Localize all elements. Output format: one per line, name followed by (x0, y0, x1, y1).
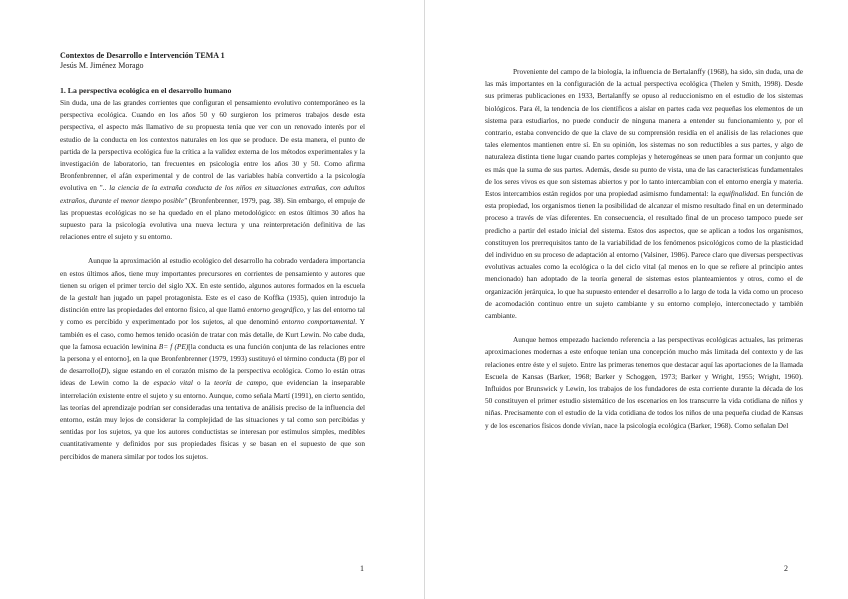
page-number: 2 (784, 564, 788, 573)
paragraph: Sin duda, una de las grandes corrientes que configuran el pensamiento evolutivo contemporáneo es la perspectiva ecológica. Cuando en los años 50 y 60 surgieron los primeros trabajos desde esta perspectiva, el aspecto más llamativo de su propuesta tenía que ver con un renovado interés por el estudio de la conducta en los contextos naturales en los que se produce. De esta manera, el punto de partida de la perspectiva ecológica fue la crítica a la validez externa de los métodos experimentales y la investigación de laboratorio, tan frecuentes en psicología entre los años 30 y 50. Como afirma Bronfenbrenner, el afán experimental y de control de las variables había convertido a la psicología evolutiva en ".. la ciencia de la extraña conducta de los niños en situaciones extrañas, con adultos extraños, durante el menor tiempo posible" (Bronfenbrenner, 1979, pag. 38). Sin embargo, el empuje de las propuestas ecológicas no se ha quedado en el plano metodológico: en estos últimos 30 años ha supuesto para la psicología evolutiva una nueva lectura y una reinterpretación definitiva de las relaciones entre el sujeto y su entorno. (60, 98, 365, 242)
page-2-body (485, 66, 803, 432)
document-author: Jesús M. Jiménez Morago (60, 61, 144, 70)
page-2 (424, 0, 848, 599)
paragraph: Proveniente del campo de la biología, la influencia de Bertalanffy (1968), ha sido, sin duda, una de las más importantes en la configuración de la actual perspectiva ecológica (Thelen y Smith, 1998). Desde sus primeras publicaciones en 1933, Bertalanffy se opuso al reduccionismo en el estudio de los sistemas biológicos. Para él, la tendencia de los científicos a aislar en partes cada vez pequeñas los elementos de un sistema para estudiarlos, no puede conducir de ninguna manera a entender su funcionamiento y, por el contrario, estaba convencido de que la clave de su comprensión residía en el análisis de las relaciones que tales elementos mantienen entre sí. En su opinión, los sistemas no son reductibles a sus partes, y algo de naturaleza distinta tiene lugar cuando partes complejas y heterogéneas se unen para formar un conjunto que es más que la suma de sus partes. Además, desde su punto de vista, una de las características fundamentales de los seres vivos es que son sistemas abiertos y por lo tanto intercambian con el entorno energía y materia. Estos intercambios están regidos por una propiedad asimismo fundamental: la equifinalidad. En función de esta propiedad, los organismos tienen la posibilidad de alcanzar el mismo resultado final en un determinado proceso a través de vías diferentes. En consecuencia, el resultado final de un proceso tampoco puede ser predicho a partir del estado inicial del sistema. Estos dos aspectos, que se aplican a todos los organismos, constituyen los prerrequisitos tanto de la variabilidad de los fenómenos psicológicos como de la plasticidad del individuo en su proceso de adaptación al entorno (Valsiner, 1986). Parece claro que diversas perspectivas evolutivas actuales como la ecológica o la del ciclo vital (al menos en lo que se refiere al principio antes mencionado) han adoptado de la teoría general de sistemas estos planteamientos y otros, como el de organización jerárquica, lo que ha supuesto entender el desarrollo a lo largo de toda la vida como un proceso de acomodación continuo entre un sujeto cambiante y su entorno complejo, interconectado y también cambiante. (485, 67, 803, 321)
document-header (60, 51, 380, 71)
document-title: Contextos de Desarrollo e Intervención TEMA 1 (60, 51, 225, 60)
section-title: 1. La perspectiva ecológica en el desarrollo humano (60, 86, 232, 95)
paragraph: Aunque la aproximación al estudio ecológico del desarrollo ha cobrado verdadera importancia en estos últimos años, tiene muy importantes precursores en corrientes de pensamiento y autores que tienen su origen el primer tercio del siglo XX. En este sentido, algunos autores formados en la escuela de la gestalt han jugado un papel protagonista. Este es el caso de Koffka (1935), quien introdujo la distinción entre las propiedades del entorno físico, al que llamó entorno geográfico, y las del entorno tal y como es percibido y experimentado por los sujetos, al que denominó entorno comportamental. Y también es el caso, como hemos tenido ocasión de tratar con más detalle, de Kurt Lewin. No cabe duda, que la famosa ecuación lewinina B= f (PE)[la conducta es una función conjunta de las relaciones entre la persona y el entorno], en la que Bronfenbrenner (1979, 1993) sustituyó el término conducta (B) por el de desarrollo(D), sigue estando en el corazón mismo de la perspectiva ecológica. Como lo están otras ideas de Lewin como la de espacio vital o la teoría de campo, que evidencian la inseparable interrelación existente entre el sujeto y su entorno. Aunque, como señala Martí (1991), en cierto sentido, las teorías del aprendizaje podrían ser consideradas una tentativa de análisis preciso de la influencia del entorno, están muy lejos de considerar la complejidad de las situaciones y tal como son percibidas y sentidas por los sujetos, ya que los autores conductistas se interesan por estímulos simples, medibles cuantitativamente y definidos por sus propiedades físicas y se basan en el supuesto de que son percibidos de manera similar por todos los sujetos. (60, 256, 365, 461)
page-1-body (60, 85, 365, 463)
page-number: 1 (360, 564, 364, 573)
paragraph: Aunque hemos empezado haciendo referencia a las perspectivas ecológicas actuales, las primeras aproximaciones modernas a este enfoque tenían una concepción mucho más limitada del contexto y de las relaciones entre éste y el sujeto. Entre las primeras tenemos que destacar aquí las aportaciones de la llamada Escuela de Kansas (Barker, 1968; Barker y Schoggen, 1973; Barker y Wright, 1955; Wright, 1960). Influidos por Brunswick y Lewin, los trabajos de los fundadores de esta corriente durante la década de los 50 constituyen el primer estudio sistemático de los escenarios en los transcurre la vida cotidiana de niños y niñas. Precisamente con el estudio de la vida cotidiana de todos los niños de una pequeña ciudad de Kansas y de los escenarios físicos donde vivían, nace la psicología ecológica (Barker, 1968). Como señalan Del (485, 335, 803, 430)
